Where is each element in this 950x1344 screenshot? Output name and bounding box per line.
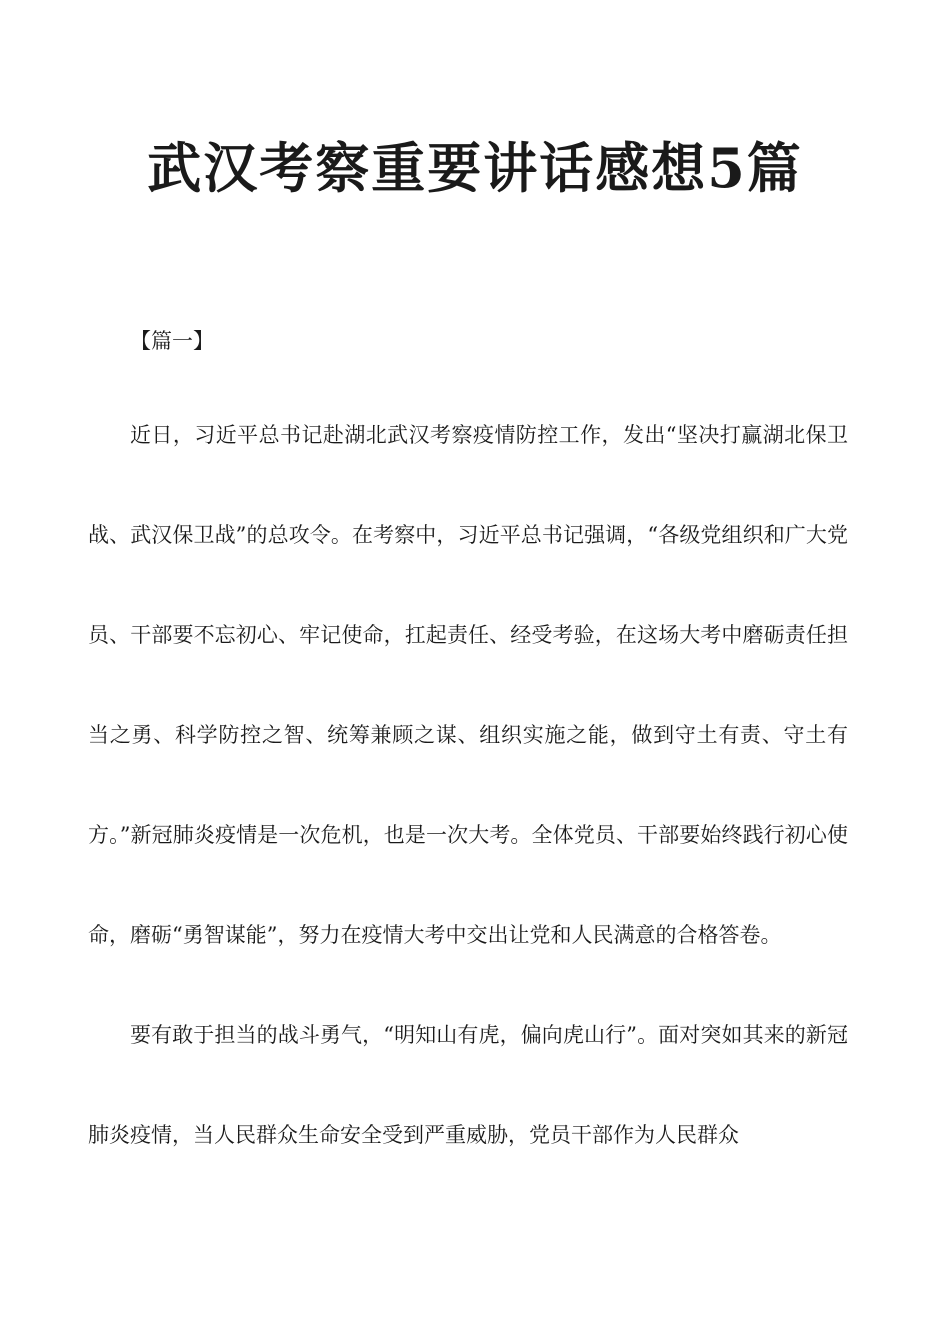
- section-label: 【篇一】: [130, 329, 214, 353]
- document-title: 武汉考察重要讲话感想5篇: [147, 136, 803, 200]
- paragraph-1: 近日，习近平总书记赴湖北武汉考察疫情防控工作，发出“坚决打赢湖北保卫战、武汉保卫战”的总攻令。在考察中，习近平总书记强调，“各级党组织和广大党员、干部要不忘初心、牢记使命，扛起责任、经受考验，在这场大考中磨砺责任担当之勇、科学防控之智、统筹兼顾之谋、组织实施之能，做到守土有责、守土有方。”新冠肺炎疫情是一次危机，也是一次大考。全体党员、干部要始终践行初心使命，磨砺“勇智谋能”，努力在疫情大考中交出让党和人民满意的合格答卷。: [88, 423, 848, 947]
- paragraph-2: 要有敢于担当的战斗勇气，“明知山有虎，偏向虎山行”。面对突如其来的新冠肺炎疫情，当人民群众生命安全受到严重威胁，党员干部作为人民群众: [88, 1023, 848, 1147]
- document-body: [88, 385, 848, 1185]
